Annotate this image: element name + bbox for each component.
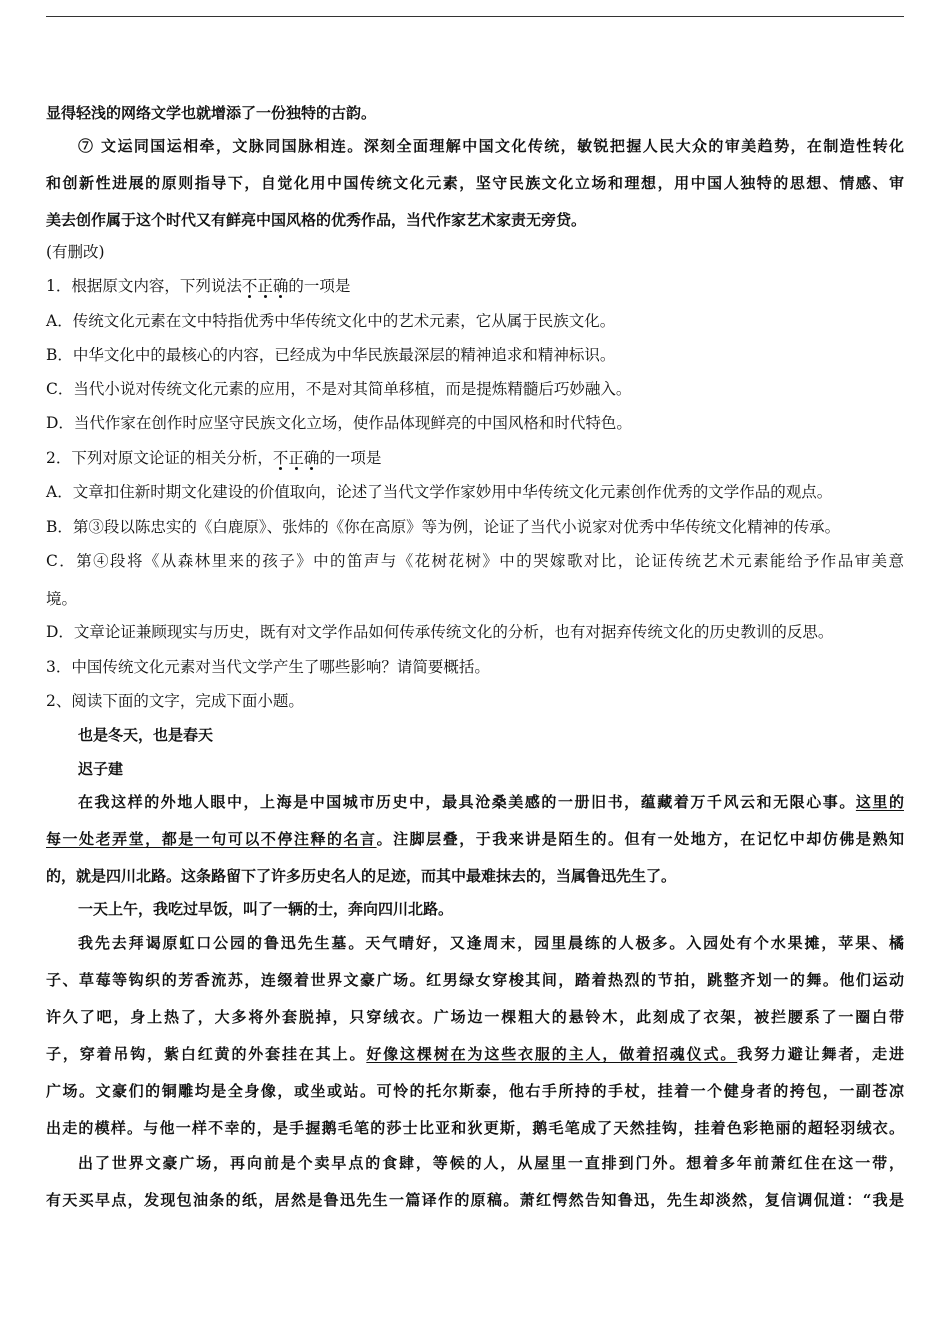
- question-2-prefix: 2．下列对原文论证的相关分析，: [46, 449, 273, 467]
- paragraph-7-line-1: ⑦ 文运同国运相牵，文脉同国脉相连。深刻全面理解中国文化传统，敏锐把握人民大众的审美趋势，在制造性转化: [78, 137, 904, 155]
- paragraph-7-line-3: 美去创作属于这个时代又有鲜亮中国风格的优秀作品，当代作家艺术家责无旁贷。: [46, 211, 587, 229]
- article-p1-line-1: [78, 792, 904, 812]
- question-2-option-b: B．第③段以陈忠实的《白鹿原》、张炜的《你在高原》等为例，论证了当代小说家对优秀中华传统文化精神的传承。: [46, 518, 841, 536]
- article-p3-text-a: 子，穿着吊钩，紫白红黄的外套挂在其上。: [46, 1045, 367, 1063]
- question-1-stem: [46, 276, 350, 296]
- article-p3-line-1: 我先去拜谒原虹口公园的鲁迅先生墓。天气晴好，又逢周末，园里晨练的人极多。入园处有个水果摊，苹果、橘: [78, 934, 904, 952]
- paragraph-7-line-2: 和创新性进展的原则指导下，自觉化用中国传统文化元素，坚守民族文化立场和理想，用中国人独特的思想、情感、审: [46, 174, 904, 192]
- article-p1-underlined-a: 这里的: [855, 793, 904, 811]
- question-2-suffix: 的一项是: [319, 449, 382, 467]
- question-3: 3．中国传统文化元素对当代文学产生了哪些影响？请简要概括。: [46, 658, 490, 676]
- passage1-last-line: 显得轻浅的网络文学也就增添了一份独特的古韵。: [46, 104, 377, 122]
- article-p3-line-4: [46, 1044, 904, 1064]
- article-p1-line-2: [46, 829, 904, 849]
- emphasis-dot-char: 确: [303, 449, 320, 467]
- emphasis-dot-char: 确: [272, 277, 289, 295]
- article-p3-underlined: 好像这棵树在为这些衣服的主人，做着招魂仪式。: [366, 1045, 738, 1063]
- question-1-option-b: B．中华文化中的最核心的内容，已经成为中华民族最深层的精神追求和精神标识。: [46, 346, 616, 364]
- article-p2: 一天上午，我吃过早饭，叫了一辆的士，奔向四川北路。: [78, 900, 454, 918]
- question-2-stem: [46, 448, 381, 468]
- emphasis-dot-char: 不: [241, 277, 258, 295]
- article-p1-underlined-b: 每一处老弄堂，都是一句可以不停注释的名言: [46, 830, 377, 848]
- emphasis-dot-char: 正: [257, 277, 273, 295]
- article-author: 迟子建: [78, 760, 124, 778]
- article-title: 也是冬天，也是春天: [78, 726, 214, 744]
- question-1-prefix: 1．根据原文内容，下列说法: [46, 277, 242, 295]
- article-p3-text-b: 我努力避让舞者，走进: [737, 1045, 904, 1063]
- section-2-heading: 2、阅读下面的文字，完成下面小题。: [46, 692, 304, 710]
- header-rule: [46, 16, 904, 17]
- article-p1-text-a: 在我这样的外地人眼中，上海是中国城市历史中，最具沧桑美感的一册旧书，蕴藏着万千风云和无限心事。: [78, 793, 856, 811]
- question-1-option-a: A．传统文化元素在文中特指优秀中华传统文化中的艺术元素，它从属于民族文化。: [46, 312, 616, 330]
- question-2-emphasis: [273, 449, 320, 467]
- emphasis-dot-char: 正: [288, 449, 304, 467]
- question-1-option-c: C．当代小说对传统文化元素的应用，不是对其简单移植，而是提炼精髓后巧妙融入。: [46, 380, 632, 398]
- adaptation-note: (有删改): [46, 243, 105, 261]
- question-2-option-c-line-1: C．第④段将《从森林里来的孩子》中的笛声与《花树花树》中的哭嫁歌对比，论证传统艺术元素能给予作品审美意: [46, 552, 904, 570]
- article-p3-line-5: 广场。文豪们的铜雕均是全身像，或坐或站。可怜的托尔斯泰，他右手所持的手杖，挂着一个健身者的挎包，一副苍凉: [46, 1082, 904, 1100]
- article-p1-text-b: 。注脚层叠，于我来讲是陌生的。但有一处地方，在记忆中却仿佛是熟知: [376, 830, 904, 848]
- question-1-suffix: 的一项是: [288, 277, 351, 295]
- question-1-emphasis: [242, 277, 289, 295]
- article-p3-line-3: 许久了吧，身上热了，大多将外套脱掉，只穿绒衣。广场边一棵粗大的悬铃木，此刻成了衣架，被拦腰系了一圈白带: [46, 1008, 904, 1026]
- question-2-option-a: A．文章扣住新时期文化建设的价值取向，论述了当代文学作家妙用中华传统文化元素创作优秀的文学作品的观点。: [46, 483, 833, 501]
- article-p3-line-2: 子、草莓等钩织的芳香流苏，连缀着世界文豪广场。红男绿女穿梭其间，踏着热烈的节拍，跳整齐划一的舞。他们运动: [46, 971, 904, 989]
- article-p4-line-1: 出了世界文豪广场，再向前是个卖早点的食肆，等候的人，从屋里一直排到门外。想着多年前萧红住在这一带，: [78, 1154, 904, 1172]
- article-p4-line-2: 有天买早点，发现包油条的纸，居然是鲁迅先生一篇译作的原稿。萧红愕然告知鲁迅，先生却淡然，复信调侃道：“我是: [46, 1191, 904, 1209]
- emphasis-dot-char: 不: [272, 449, 289, 467]
- question-1-option-d: D．当代作家在创作时应坚守民族文化立场，使作品体现鲜亮的中国风格和时代特色。: [46, 414, 632, 432]
- question-2-option-d: D．文章论证兼顾现实与历史，既有对文学作品如何传承传统文化的分析，也有对据弃传统文化的历史教训的反思。: [46, 623, 834, 641]
- article-p3-line-6: 出走的模样。与他一样不幸的，是手握鹅毛笔的莎士比亚和狄更斯，鹅毛笔成了天然挂钩，挂着色彩艳丽的超轻羽绒衣。: [46, 1119, 904, 1137]
- article-p1-line-3: 的，就是四川北路。这条路留下了许多历史名人的足迹，而其中最难抹去的，当属鲁迅先生了。: [46, 867, 677, 885]
- question-2-option-c-line-2: 境。: [46, 590, 78, 608]
